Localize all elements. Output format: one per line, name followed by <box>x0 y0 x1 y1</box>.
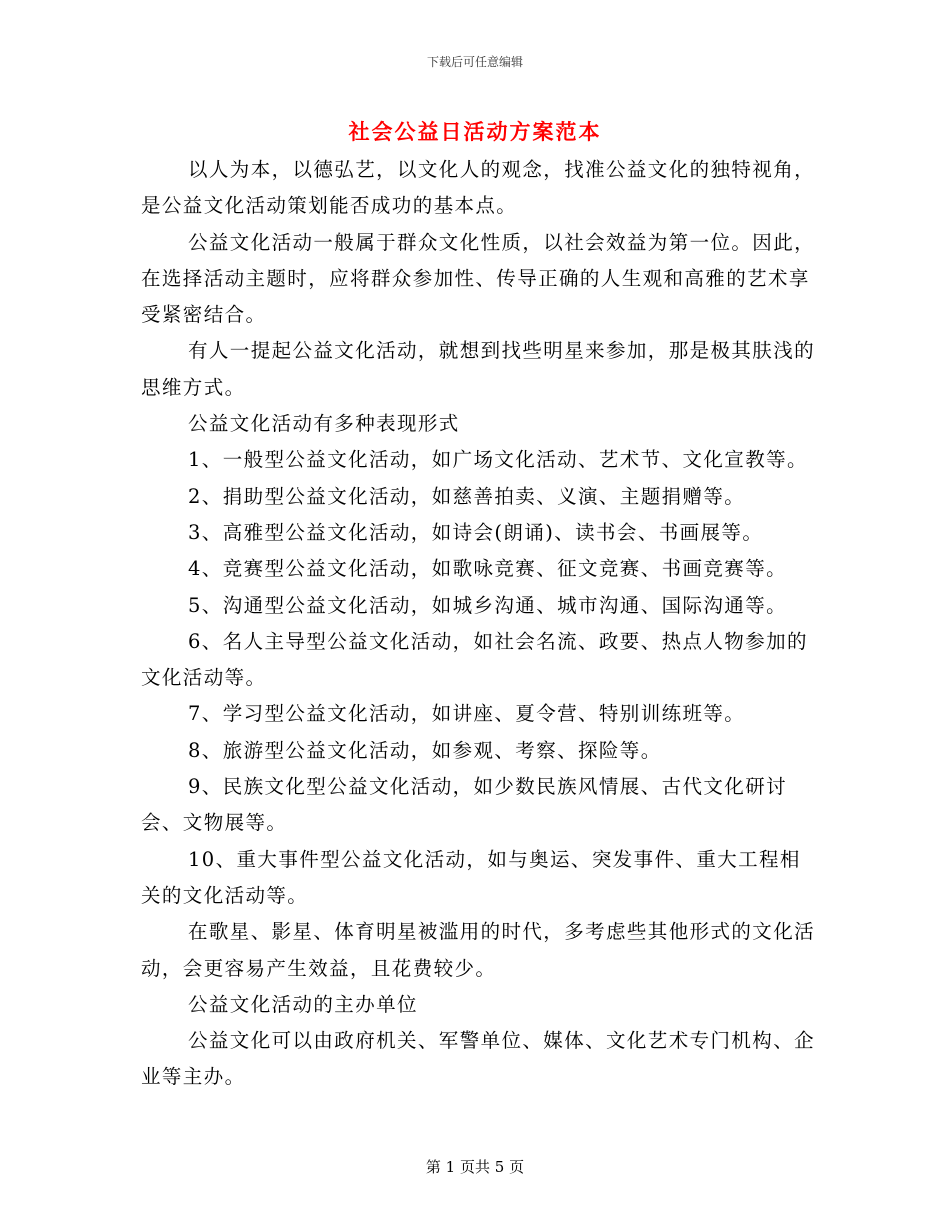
document-title: 社会公益日活动方案范本 <box>348 120 602 144</box>
paragraph: 以人为本，以德弘艺，以文化人的观念，找准公益文化的独特视角，是公益文化活动策划能否成功的基本点。 <box>141 158 816 218</box>
list-item: 6、名人主导型公益文化活动，如社会名流、政要、热点人物参加的文化活动等。 <box>141 629 808 690</box>
list-item: 3、高雅型公益文化活动，如诗会(朗诵)、读书会、书画展等。 <box>188 520 764 544</box>
paragraph: 公益文化可以由政府机关、军警单位、媒体、文化艺术专门机构、企业等主办。 <box>141 1029 816 1089</box>
list-item: 10、重大事件型公益文化活动，如与奥运、突发事件、重大工程相关的文化活动等。 <box>141 847 801 907</box>
list-item: 2、捐助型公益文化活动，如慈善拍卖、义演、主题捐赠等。 <box>188 484 746 508</box>
list-item: 8、旅游型公益文化活动，如参观、考察、探险等。 <box>188 738 662 762</box>
list-item: 1、一般型公益文化活动，如广场文化活动、艺术节、文化宣教等。 <box>188 448 808 472</box>
paragraph: 有人一提起公益文化活动，就想到找些明星来参加，那是极其肤浅的思维方式。 <box>141 339 816 399</box>
document-body <box>141 152 821 1096</box>
paragraph: 公益文化活动一般属于群众文化性质，以社会效益为第一位。因此，在选择活动主题时，应将群众参加性、传导正确的人生观和高雅的艺术享受紧密结合。 <box>141 230 816 327</box>
section-heading: 公益文化活动的主办单位 <box>188 992 418 1016</box>
page-number: 第 1 页共 5 页 <box>425 1158 525 1176</box>
paragraph: 在歌星、影星、体育明星被滥用的时代，多考虑些其他形式的文化活动，会更容易产生效益，且花费较少。 <box>141 920 816 980</box>
header-note: 下载后可任意编辑 <box>426 55 523 69</box>
list-item: 4、竞赛型公益文化活动，如歌咏竞赛、征文竞赛、书画竞赛等。 <box>188 557 788 581</box>
list-item: 9、民族文化型公益文化活动，如少数民族风情展、古代文化研讨会、文物展等。 <box>141 775 788 835</box>
section-heading: 公益文化活动有多种表现形式 <box>188 412 460 436</box>
list-item: 5、沟通型公益文化活动，如城乡沟通、城市沟通、国际沟通等。 <box>188 593 788 617</box>
list-item: 7、学习型公益文化活动，如讲座、夏令营、特别训练班等。 <box>188 702 746 726</box>
